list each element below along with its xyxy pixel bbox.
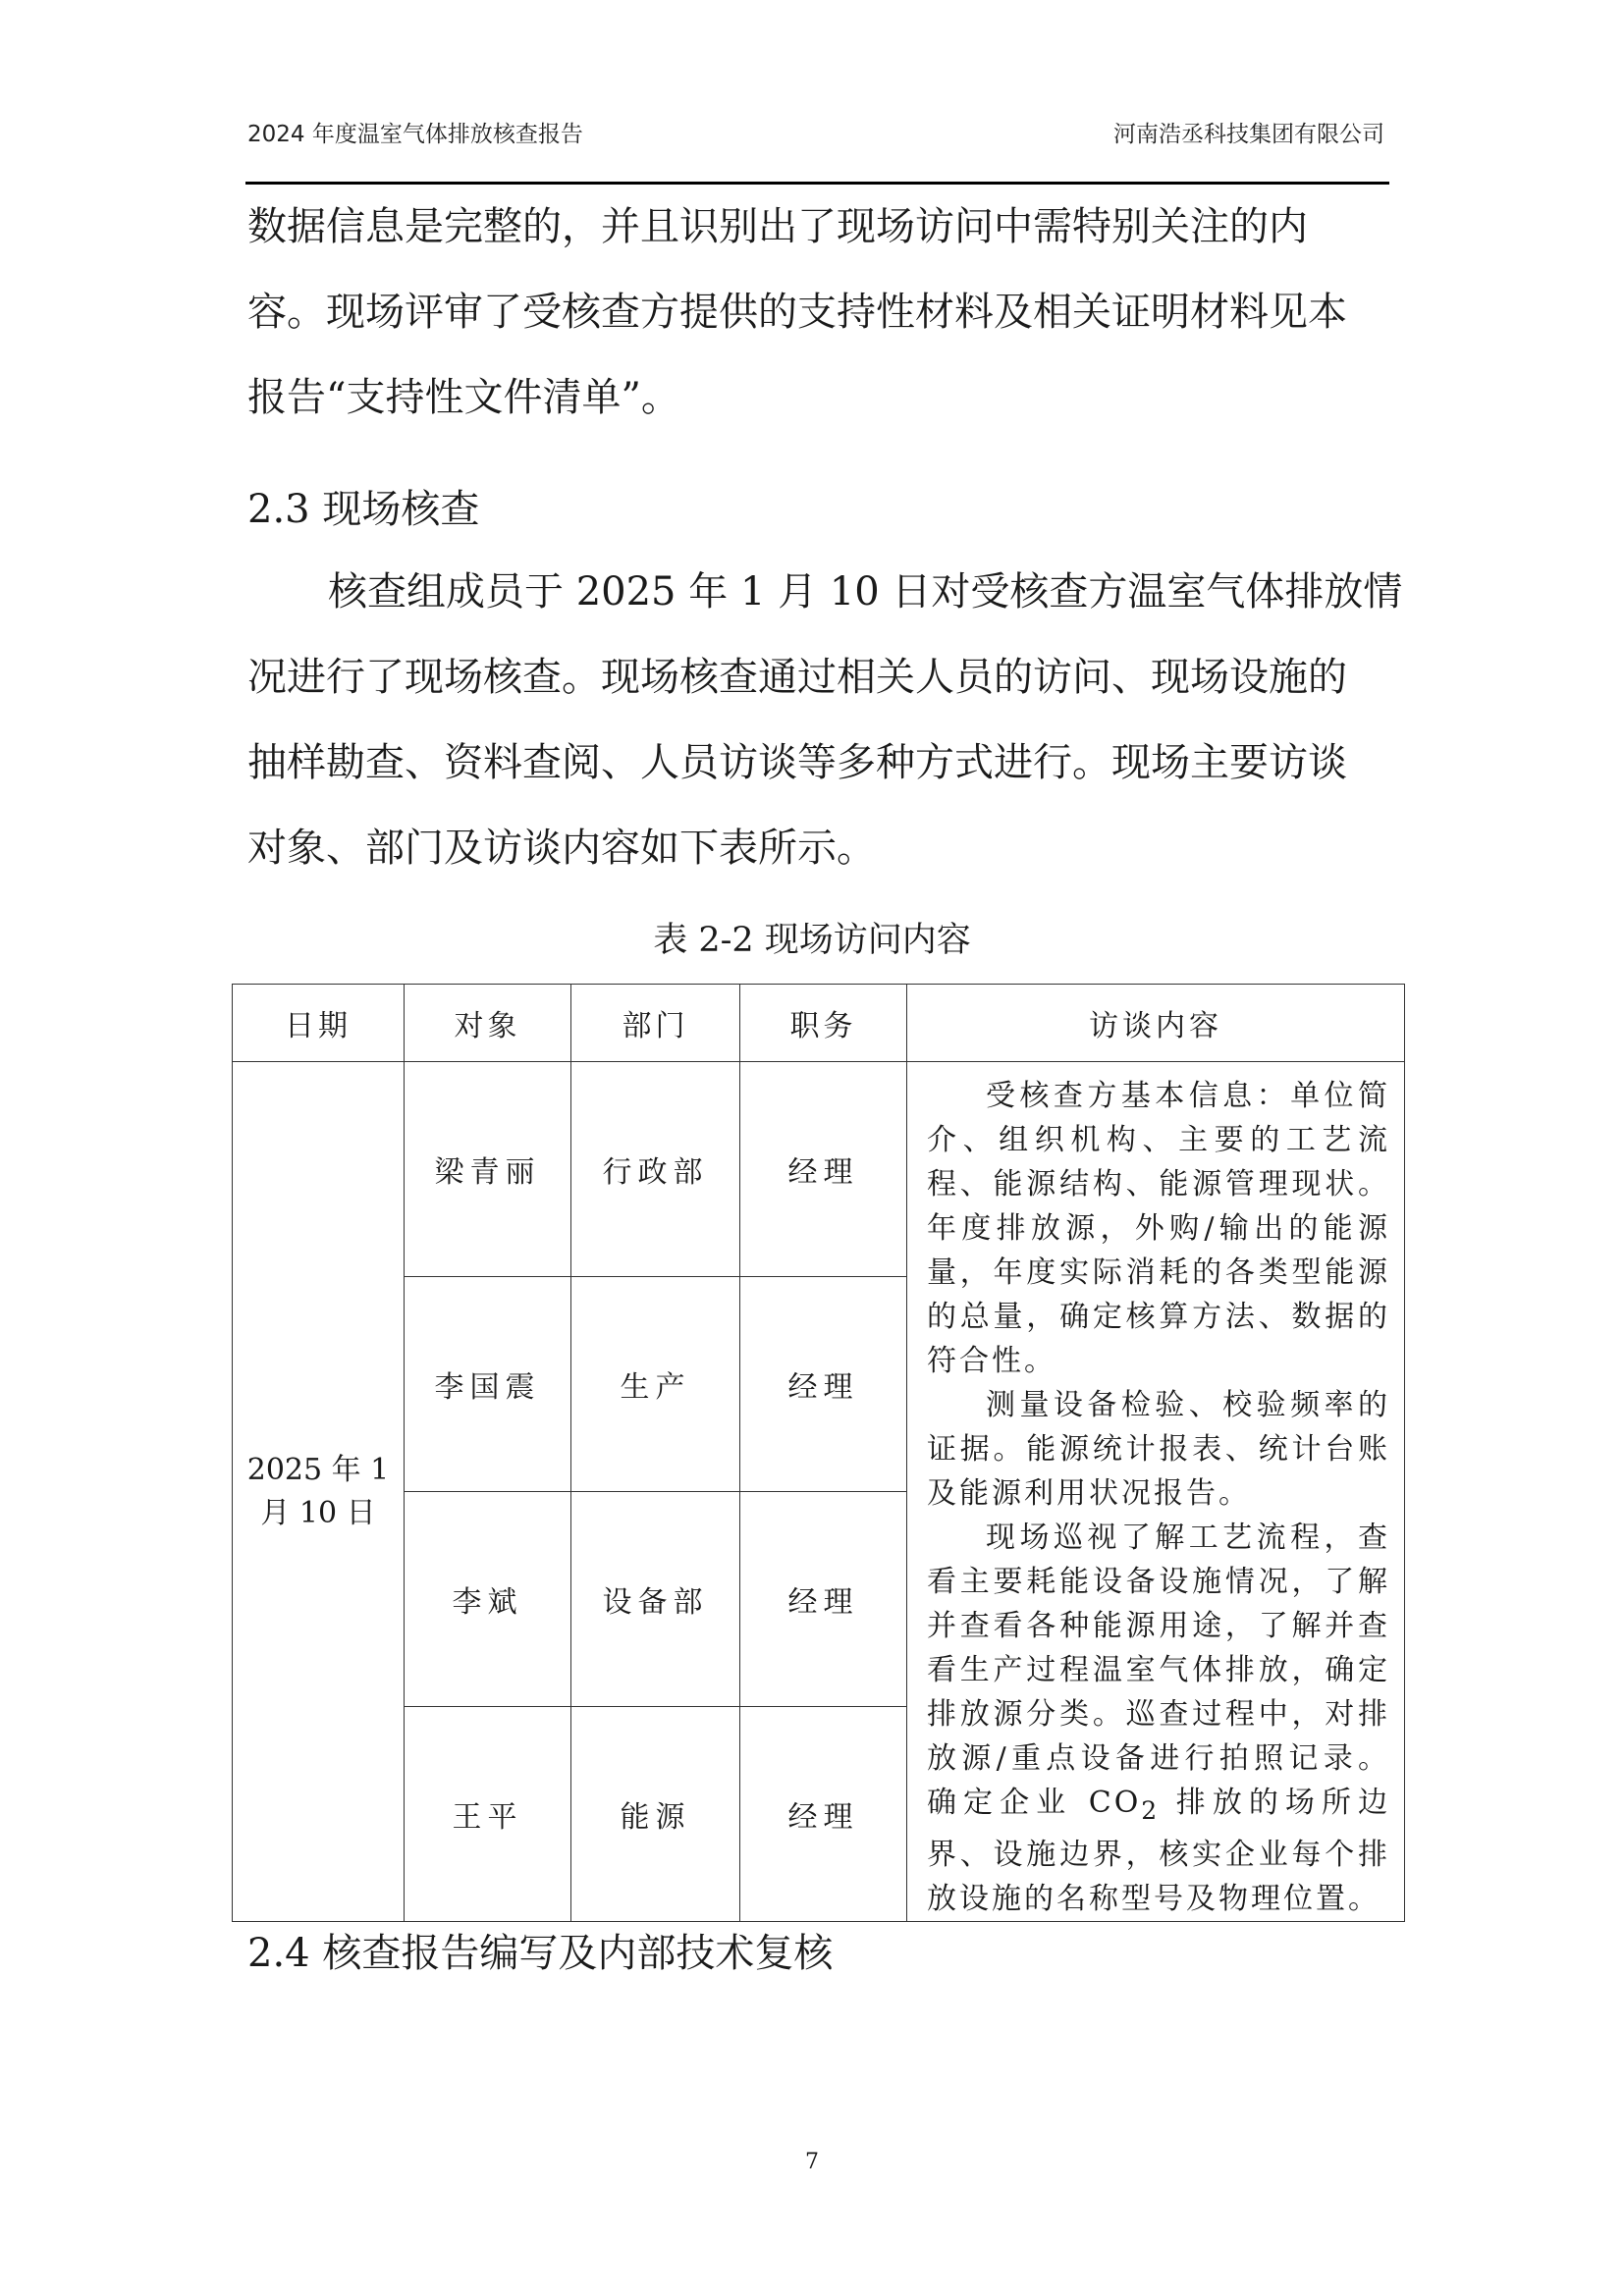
paragraph-line: 抽样勘查、资料查阅、人员访谈等多种方式进行。现场主要访谈 — [247, 740, 1347, 785]
paragraph-line: 况进行了现场核查。现场核查通过相关人员的访问、现场设施的 — [247, 655, 1347, 700]
interview-table — [232, 984, 1405, 1922]
position-cell: 经理 — [740, 1492, 907, 1707]
header-position: 职务 — [740, 985, 907, 1062]
position-cell: 经理 — [740, 1062, 907, 1277]
paragraph-line: 对象、部门及访谈内容如下表所示。 — [247, 826, 876, 871]
position-cell: 经理 — [740, 1707, 907, 1922]
department-cell: 能源 — [571, 1707, 740, 1922]
person-cell: 梁青丽 — [405, 1062, 571, 1277]
table-row — [233, 1062, 1405, 1277]
intro-line: 报告“支持性文件清单”。 — [247, 375, 680, 420]
intro-line: 容。现场评审了受核查方提供的支持性材料及相关证明材料见本 — [247, 290, 1347, 335]
department-cell: 设备部 — [571, 1492, 740, 1707]
department-cell: 生产 — [571, 1277, 740, 1492]
date-line: 2025 年 1 — [246, 1452, 390, 1487]
content-paragraph: 测量设备检验、校验频率的证据。能源统计报表、统计台账及能源利用状况报告。 — [927, 1388, 1390, 1511]
person-cell: 王平 — [405, 1707, 571, 1922]
position-cell: 经理 — [740, 1277, 907, 1492]
co2-subscript: 2 — [1141, 1796, 1161, 1825]
content-paragraph: 受核查方基本信息：单位简介、组织机构、主要的工艺流程、能源结构、能源管理现状。年度排放源，外购/输出的能源量，年度实际消耗的各类型能源的总量，确定核算方法、数据的符合性。 — [927, 1079, 1390, 1378]
intro-line: 数据信息是完整的，并且识别出了现场访问中需特别关注的内 — [247, 204, 1308, 249]
header-person: 对象 — [405, 985, 571, 1062]
table-header-row — [233, 985, 1405, 1062]
section-heading-2-4: 2.4 核查报告编写及内部技术复核 — [247, 1931, 834, 1976]
interview-content-cell — [907, 1062, 1405, 1922]
content-text: 现场巡视了解工艺流程，查看主要耗能设备设施情况，了解并查看各种能源用途，了解并查看生产过程温室气体排放，确定排放源分类。巡查过程中，对排放源/重点设备进行拍照记录。确定企业 CO — [927, 1521, 1390, 1820]
date-line: 月 10 日 — [260, 1495, 376, 1530]
date-cell — [233, 1062, 405, 1922]
paragraph-line: 核查组成员于 2025 年 1 月 10 日对受核查方温室气体排放情 — [328, 569, 1403, 614]
department-cell: 行政部 — [571, 1062, 740, 1277]
intro-paragraph — [247, 185, 1386, 441]
person-cell: 李斌 — [405, 1492, 571, 1707]
table-caption: 表 2-2 现场访问内容 — [653, 921, 971, 960]
header-content: 访谈内容 — [907, 985, 1405, 1062]
content-text: 排放的场所边界、设施边界，核实企业每个排放设施的名称型号及物理位置。 — [927, 1786, 1390, 1916]
section-2-3-paragraph — [247, 550, 1403, 891]
person-cell: 李国震 — [405, 1277, 571, 1492]
page-number: 7 — [805, 2150, 819, 2174]
header-report-title: 2024 年度温室气体排放核查报告 — [247, 122, 583, 147]
header-department: 部门 — [571, 985, 740, 1062]
section-heading-2-3: 2.3 现场核查 — [247, 487, 480, 532]
header-date: 日期 — [233, 985, 405, 1062]
content-paragraph — [927, 1516, 1390, 1921]
header-company-name: 河南浩丞科技集团有限公司 — [1113, 122, 1384, 147]
